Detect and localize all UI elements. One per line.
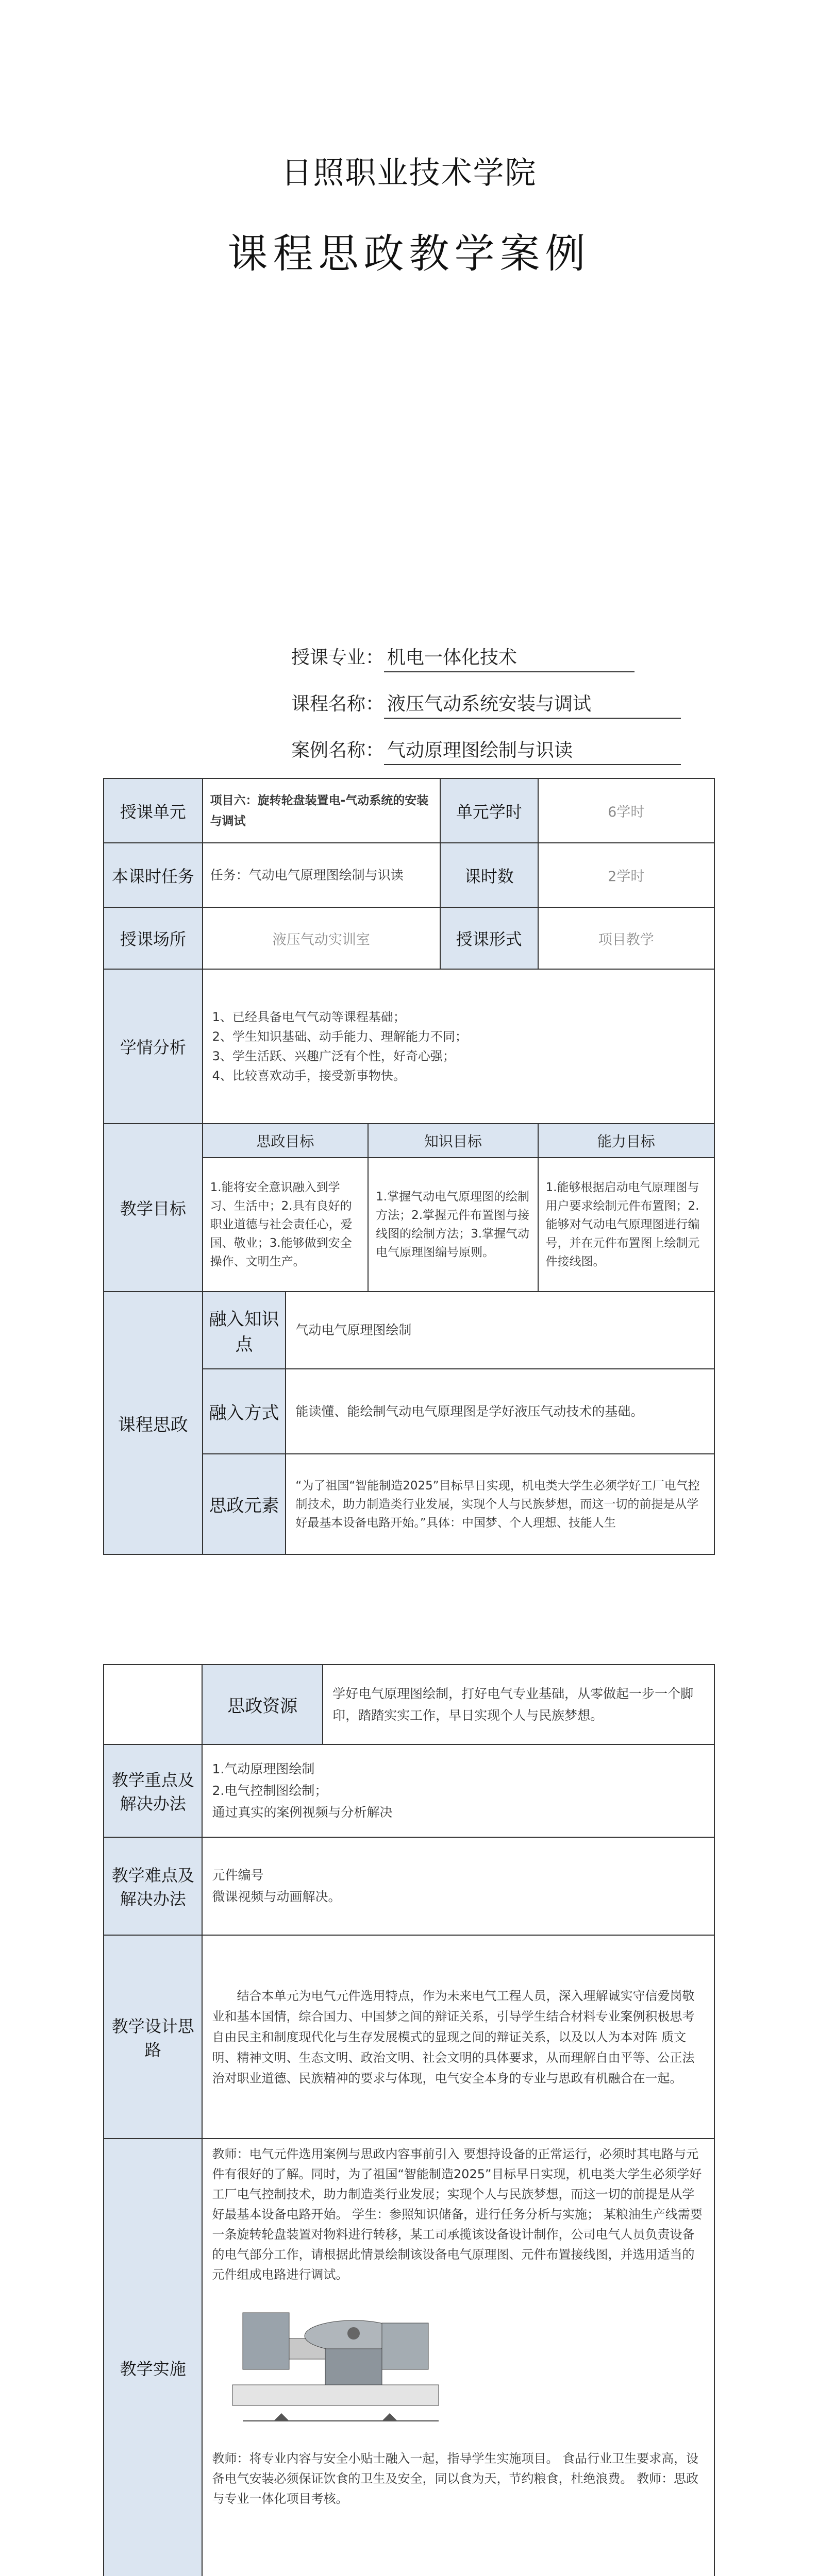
key-line: 1.气动原理图绘制 bbox=[212, 1761, 315, 1776]
goals-label: 教学目标 bbox=[104, 1124, 203, 1292]
form-label: 授课形式 bbox=[440, 907, 538, 969]
analysis-line: 2、学生知识基础、动手能力、理解能力不同； bbox=[212, 1029, 468, 1044]
info-table-1 bbox=[103, 778, 715, 1555]
meta-case-value: 气动原理图绘制与识读 bbox=[384, 736, 681, 765]
analysis-line: 1、已经具备电气气动等课程基础； bbox=[212, 1010, 406, 1024]
impl-cell bbox=[202, 2139, 714, 2576]
meta-major-label: 授课专业： bbox=[291, 647, 385, 668]
unit-label: 授课单元 bbox=[104, 778, 203, 843]
unit-hours-value: 6学时 bbox=[538, 778, 714, 843]
goal-knowledge: 1.掌握气动电气原理图的绘制方法；2.掌握元件布置图与接线图的绘制方法；3.掌握气动电气原理图编号原则。 bbox=[368, 1158, 538, 1292]
rotary-device-icon bbox=[212, 2292, 470, 2442]
meta-course-label: 课程名称： bbox=[291, 693, 385, 715]
goal-head-ability: 能力目标 bbox=[538, 1124, 714, 1158]
analysis-label: 学情分析 bbox=[104, 969, 203, 1124]
difficulty-line: 微课视频与动画解决。 bbox=[212, 1889, 341, 1904]
goal-head-ideology: 思政目标 bbox=[203, 1124, 368, 1158]
key-line: 2.电气控制图绘制； bbox=[212, 1783, 328, 1798]
machine-illustration bbox=[212, 2292, 705, 2442]
meta-major-value: 机电一体化技术 bbox=[384, 643, 635, 672]
form-value: 项目教学 bbox=[538, 907, 714, 969]
sz-label: 课程思政 bbox=[104, 1292, 203, 1554]
resource-label: 思政资源 bbox=[202, 1665, 323, 1744]
class-hours-label: 课时数 bbox=[440, 843, 538, 907]
class-hours-value: 2学时 bbox=[538, 843, 714, 907]
meta-case-label: 案例名称： bbox=[291, 740, 385, 761]
key-text bbox=[202, 1744, 714, 1837]
design-value: 结合本单元为电气元件选用特点，作为未来电气工程人员，深入理解诚实守信爱岗敬业和基本国情，综合国力、中国梦之间的辩证关系，引导学生结合材料专业案例积极思考自由民主和制度现代化与生存发展模式的显现之间的辩证关系，以及以人为本对阵 质文明、精神文明、生态文明、政治文明、社会文明的具体要求，从而理解自由平等、公正法治对职业道德、民族精神的要求与体现，电气安全本身的专业与思政有机融合在一起。 bbox=[202, 1935, 714, 2139]
meta-case bbox=[291, 736, 681, 765]
difficulty-label: 教学难点及解决办法 bbox=[104, 1837, 202, 1935]
key-line: 通过真实的案例视频与分析解决 bbox=[212, 1805, 393, 1820]
unit-value: 项目六：旋转轮盘装置电-气动系统的安装与调试 bbox=[203, 778, 440, 843]
key-label: 教学重点及解决办法 bbox=[104, 1744, 202, 1837]
impl-top-text: 教师：电气元件选用案例与思政内容事前引入 要想持设备的正常运行，必须时其电路与元件有很好的了解。同时，为了祖国“智能制造2025”目标早日实现，机电类大学生必须学好工厂电气控制技术，助力制造类行业发展；实现个人与民族梦想，而这一切的前提是从学好最基本设备电路开始。 学生：参照知识储备，进行任务分析与实施； 某粮油生产线需要一条旋转轮盘装置对物料进行转移，某工司承揽该设备设计制作，公司电气人员负责设备的电气部分工作，请根据此情景绘制该设备电气原理图、元件布置接线图，并选用适当的元件组成电路进行调试。 bbox=[212, 2147, 703, 2282]
meta-course bbox=[291, 689, 681, 719]
elements-value: “为了祖国“智能制造2025”目标早日实现，机电类大学生必须学好工厂电气控制技术，助力制造类行业发展，实现个人与民族梦想，而这一切的前提是从学好最基本设备电路开始。”具体：中国梦、个人理想、技能人生 bbox=[286, 1454, 714, 1554]
impl-bottom-text: 教师：将专业内容与安全小贴士融入一起，指导学生实施项目。 食品行业卫生要求高，设备电气安装必须保证饮食的卫生及安全，同以食为天，节约粮食，杜绝浪费。 教师：思政与专业一体化项目考核。 bbox=[212, 2451, 699, 2506]
analysis-line: 3、学生活跃、兴趣广泛有个性，好奇心强； bbox=[212, 1049, 455, 1063]
goal-ideology: 1.能将安全意识融入到学习、生活中；2.具有良好的职业道德与社会责任心，爱国、敬业；3.能够做到安全操作、文明生产。 bbox=[203, 1158, 368, 1292]
task-label: 本课时任务 bbox=[104, 843, 203, 907]
place-value: 液压气动实训室 bbox=[203, 907, 440, 969]
info-table-2 bbox=[103, 1664, 715, 2576]
meta-course-value: 液压气动系统安装与调试 bbox=[384, 689, 681, 719]
knowledge-point-value: 气动电气原理图绘制 bbox=[286, 1292, 714, 1369]
knowledge-point-label: 融入知识点 bbox=[203, 1292, 286, 1369]
resource-value: 学好电气原理图绘制，打好电气专业基础，从零做起一步一个脚印，踏踏实实工作，早日实现个人与民族梦想。 bbox=[323, 1665, 714, 1744]
method-value: 能读懂、能绘制气动电气原理图是学好液压气动技术的基础。 bbox=[286, 1369, 714, 1454]
meta-major bbox=[291, 643, 635, 672]
unit-hours-label: 单元学时 bbox=[440, 778, 538, 843]
goal-head-knowledge: 知识目标 bbox=[368, 1124, 538, 1158]
method-label: 融入方式 bbox=[203, 1369, 286, 1454]
blank-cell bbox=[104, 1665, 202, 1744]
design-label: 教学设计思路 bbox=[104, 1935, 202, 2139]
difficulty-text bbox=[202, 1837, 714, 1935]
impl-label: 教学实施 bbox=[104, 2139, 202, 2576]
place-label: 授课场所 bbox=[104, 907, 203, 969]
document-title: 课程思政教学案例 bbox=[227, 231, 591, 277]
analysis-line: 4、比较喜欢动手，接受新事物快。 bbox=[212, 1069, 406, 1083]
school-name: 日照职业技术学院 bbox=[281, 155, 537, 191]
goal-ability: 1.能够根据启动电气原理图与用户要求绘制元件布置图；2.能够对气动电气原理图进行编号，并在元件布置图上绘制元件接线图。 bbox=[538, 1158, 714, 1292]
task-value: 任务：气动电气原理图绘制与识读 bbox=[203, 843, 440, 907]
analysis-text bbox=[203, 969, 714, 1124]
difficulty-line: 元件编号 bbox=[212, 1868, 264, 1883]
elements-label: 思政元素 bbox=[203, 1454, 286, 1554]
